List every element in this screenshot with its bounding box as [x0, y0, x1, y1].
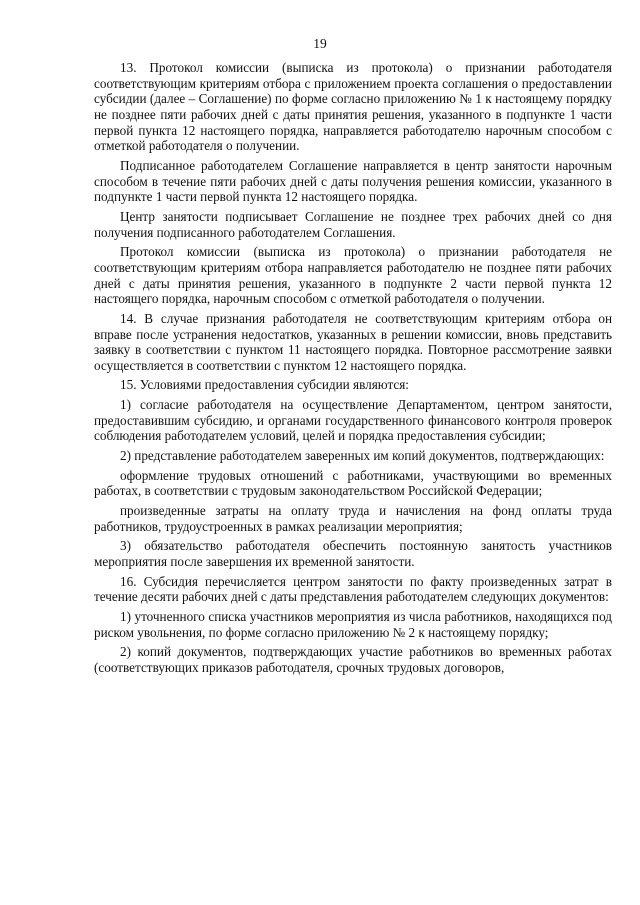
paragraph-signed-agreement: Подписанное работодателем Соглашение направляется в центр занятости нарочным способом в течение пяти рабочих дней с даты получения решения комиссии, указанного в подпункте 1 части первой пункта 12 настоящего порядка. [94, 157, 612, 205]
paragraph-14-resubmission: 14. В случае признания работодателя не соответствующим критериям отбора он вправе после устранения недостатков, указанных в решении комиссии, вновь представить заявку в соответствии с пунктом 11 настоящего порядка. Повторное рассмотрение заявки осуществляется в соответствии с пунктом 12 настоящего порядка. [94, 310, 612, 373]
paragraph-15-item-3: 3) обязательство работодателя обеспечить постоянную занятость участников мероприятия после завершения их временной занятости. [94, 538, 612, 570]
paragraph-15-item-2: 2) представление работодателем заверенных им копий документов, подтверждающих: [120, 448, 605, 464]
document-body [94, 60, 612, 680]
paragraph-16-item-1: 1) уточненного списка участников мероприятия из числа работников, находящихся под риском увольнения, по форме согласно приложению № 2 к настоящему порядку; [94, 609, 612, 640]
paragraph-protocol-rejection: Протокол комиссии (выписка из протокола) о признании работодателя не соответствующим критериям отбора направляется работодателю не позднее пяти рабочих дней с даты принятия решения, указанного в подпункте 2 части первой пункта 12 настоящего порядка, нарочным способом с отметкой работодателя о получении. [94, 244, 612, 307]
paragraph-16-item-2: 2) копий документов, подтверждающих участие работников во временных работах (соответствующих приказов работодателя, срочных трудовых договоров, [94, 644, 612, 675]
paragraph-16-subsidy-transfer: 16. Субсидия перечисляется центром занятости по факту произведенных затрат в течение десяти рабочих дней с даты представления работодателем следующих документов: [94, 573, 612, 605]
paragraph-13-protocol: 13. Протокол комиссии (выписка из протокола) о признании работодателя соответствующим критериям отбора с приложением проекта соглашения о предоставлении субсидии (далее – Соглашение) по форме согласно приложению № 1 к настоящему порядку не позднее пяти рабочих дней с даты принятия решения, указанного в подпункте 1 части первой пункта 12 настоящего порядка, направляется работодателю нарочным способом с отметкой работодателя о получении. [94, 60, 612, 154]
paragraph-15-item-2-labor-relations: оформление трудовых отношений с работниками, участвующими во временных работах, в соответствии с трудовым законодательством Российской Федерации; [94, 467, 612, 499]
paragraph-15-conditions: 15. Условиями предоставления субсидии являются: [120, 377, 409, 393]
paragraph-15-item-1: 1) согласие работодателя на осуществление Департаментом, центром занятости, предоставившим субсидию, и органами государственного финансового контроля проверок соблюдения работодателем условий, целей и порядка предоставления субсидии; [94, 397, 612, 444]
paragraph-15-item-2-expenses: произведенные затраты на оплату труда и начисления на фонд оплаты труда работников, трудоустроенных в рамках реализации мероприятия; [94, 503, 612, 534]
page-number: 19 [313, 36, 327, 51]
paragraph-center-signs: Центр занятости подписывает Соглашение не позднее трех рабочих дней со дня получения подписанного работодателем Соглашения. [94, 208, 612, 240]
